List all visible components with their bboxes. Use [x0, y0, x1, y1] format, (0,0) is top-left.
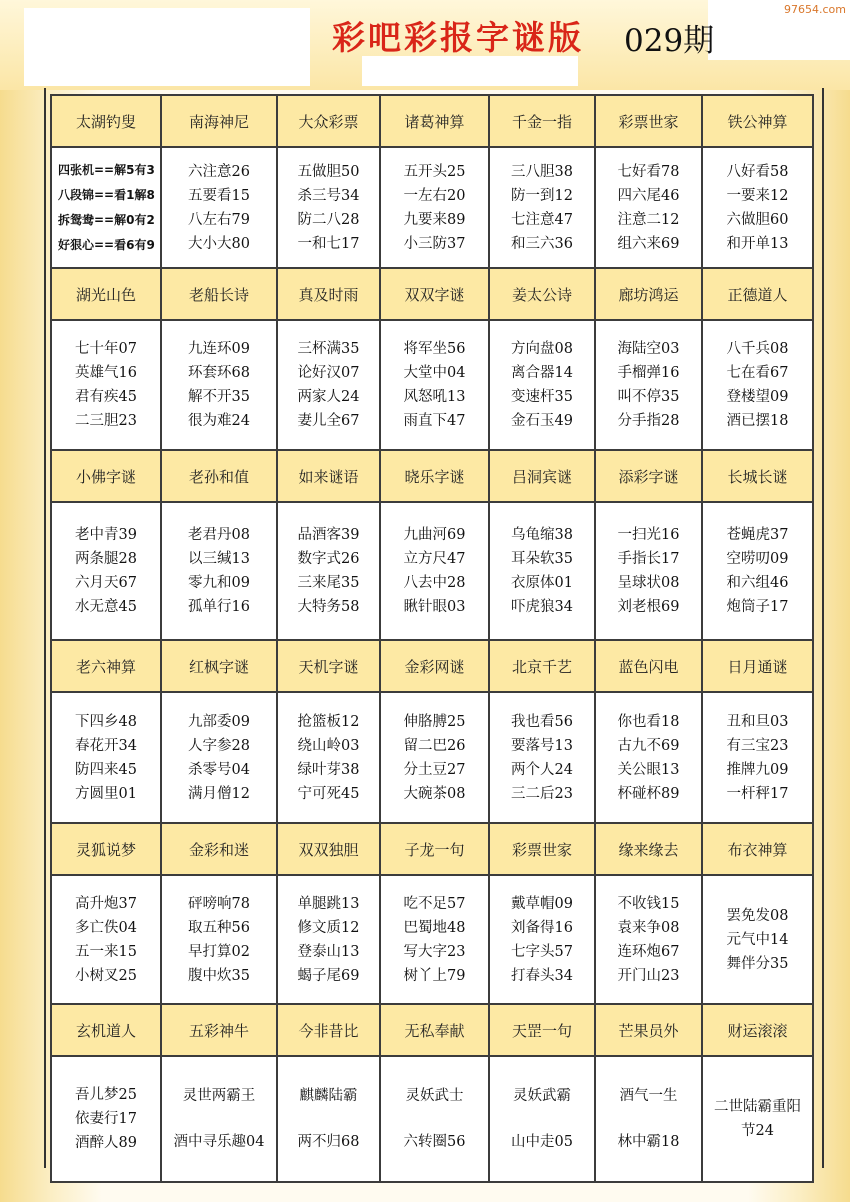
prediction-line: 大碗茶08 — [403, 785, 466, 802]
prediction-line: 孤单行16 — [188, 599, 250, 615]
prediction-cell — [277, 692, 380, 823]
prediction-line: 瞅针眼03 — [403, 599, 466, 615]
column-header: 太湖钓叟 — [51, 95, 161, 147]
prediction-line: 大堂中04 — [403, 365, 466, 381]
prediction-line: 炮筒子17 — [726, 599, 789, 615]
prediction-line: 一杆秤17 — [726, 785, 789, 802]
prediction-line: 下四乡48 — [75, 713, 137, 730]
prediction-line: 杀三号34 — [297, 187, 360, 204]
prediction-line: 耳朵软35 — [511, 551, 573, 567]
prediction-line: 刘老根69 — [617, 599, 680, 615]
prediction-line: 金石玉49 — [511, 413, 573, 429]
prediction-cell — [489, 320, 595, 450]
prediction-cell — [489, 692, 595, 823]
prediction-line: 三杯满35 — [297, 341, 360, 357]
prediction-line: 取五种56 — [188, 919, 250, 936]
prediction-line: 大特务58 — [297, 599, 360, 615]
column-header: 金彩网谜 — [380, 640, 489, 692]
header-row — [51, 268, 813, 320]
prediction-line: 方向盘08 — [511, 341, 573, 357]
prediction-line: 春花开34 — [75, 737, 137, 754]
prediction-cell — [380, 692, 489, 823]
prediction-row — [51, 502, 813, 640]
prediction-line: 古九不69 — [617, 737, 680, 754]
prediction-line: 防二八28 — [297, 211, 360, 228]
prediction-line: 老君丹08 — [188, 527, 250, 543]
prediction-line: 防一到12 — [511, 187, 573, 204]
prediction-line: 灵妖武士 — [405, 1088, 464, 1104]
prediction-cell — [161, 875, 277, 1004]
prediction-line: 手指长17 — [617, 551, 680, 567]
prediction-line: 立方尺47 — [403, 551, 466, 567]
prediction-cell — [702, 320, 813, 450]
prediction-line: 老中青39 — [75, 527, 137, 543]
prediction-line: 海陆空03 — [617, 341, 680, 357]
prediction-cell — [702, 502, 813, 640]
prediction-line: 人字参28 — [188, 737, 250, 754]
prediction-cell — [702, 1056, 813, 1182]
prediction-line: 小树叉25 — [75, 967, 137, 984]
column-header: 北京千艺 — [489, 640, 595, 692]
prediction-cell — [277, 147, 380, 268]
prediction-cell — [277, 502, 380, 640]
prediction-line: 一和七17 — [297, 235, 360, 252]
prediction-cell — [702, 147, 813, 268]
issue-number: 029期 — [624, 23, 715, 59]
column-header: 五彩神牛 — [161, 1004, 277, 1056]
prediction-line: 写大字23 — [403, 943, 466, 960]
prediction-line: 君有疾45 — [75, 389, 137, 405]
prediction-cell — [702, 875, 813, 1004]
prediction-cell — [161, 320, 277, 450]
prediction-cell — [51, 692, 161, 823]
prediction-line: 空唠叨09 — [726, 551, 789, 567]
prediction-line: 七字头57 — [511, 943, 573, 960]
prediction-line: 六注意26 — [188, 163, 250, 180]
prediction-line: 拆鸳鸯==解0有2 — [58, 212, 155, 227]
prediction-line: 你也看18 — [617, 713, 680, 730]
prediction-line: 变速杆35 — [511, 389, 573, 405]
prediction-line: 风怒吼13 — [403, 389, 466, 405]
prediction-line: 绿叶芽38 — [297, 761, 360, 778]
column-header: 日月通谜 — [702, 640, 813, 692]
prediction-cell — [595, 1056, 702, 1182]
prediction-line: 杯碰杯89 — [617, 785, 680, 802]
prediction-line: 六转圈56 — [403, 1134, 466, 1150]
header-row — [51, 823, 813, 875]
prediction-line: 要落号13 — [511, 737, 573, 754]
prediction-cell — [51, 320, 161, 450]
prediction-line: 很为难24 — [188, 413, 250, 429]
prediction-line: 论好汉07 — [297, 365, 360, 381]
prediction-line: 推牌九09 — [726, 761, 789, 778]
column-header: 红枫字谜 — [161, 640, 277, 692]
prediction-line: 丑和旦03 — [726, 713, 789, 730]
prediction-line: 伸胳膊25 — [403, 713, 466, 730]
prediction-cell — [161, 502, 277, 640]
prediction-line: 树丫上79 — [403, 967, 466, 984]
riddle-table — [50, 94, 814, 1183]
prediction-line: 好狠心==看6有9 — [58, 237, 155, 252]
column-header: 玄机道人 — [51, 1004, 161, 1056]
prediction-line: 数字式26 — [297, 551, 360, 567]
prediction-line: 防四来45 — [75, 761, 137, 778]
prediction-line: 五做胆50 — [297, 163, 360, 180]
prediction-line: 砰嗙响78 — [188, 895, 250, 912]
prediction-line: 和开单13 — [726, 235, 789, 252]
prediction-line: 两家人24 — [297, 389, 360, 405]
page-title: 彩吧彩报字谜版 — [332, 18, 584, 57]
prediction-cell — [595, 502, 702, 640]
prediction-line: 林中霸18 — [617, 1134, 680, 1150]
prediction-line: 六做胆60 — [726, 211, 789, 228]
column-header: 今非昔比 — [277, 1004, 380, 1056]
column-header: 双双字谜 — [380, 268, 489, 320]
prediction-cell — [161, 1056, 277, 1182]
prediction-line: 四六尾46 — [617, 187, 680, 204]
prediction-cell — [595, 875, 702, 1004]
prediction-line: 蝎子尾69 — [297, 967, 360, 984]
column-header: 小佛字谜 — [51, 450, 161, 502]
prediction-line: 山中走05 — [511, 1134, 573, 1150]
prediction-line: 连环炮67 — [617, 943, 680, 960]
column-header: 湖光山色 — [51, 268, 161, 320]
prediction-line: 三二后23 — [511, 785, 573, 802]
prediction-line: 注意二12 — [617, 211, 680, 228]
spacer — [490, 1108, 594, 1130]
prediction-cell — [380, 875, 489, 1004]
prediction-line: 刘备得16 — [511, 919, 573, 936]
prediction-line: 灵世两霸王 — [182, 1088, 256, 1104]
column-header: 老六神算 — [51, 640, 161, 692]
prediction-line: 方圆里01 — [75, 785, 137, 802]
prediction-cell — [595, 692, 702, 823]
column-header: 如来谜语 — [277, 450, 380, 502]
prediction-line: 早打算02 — [188, 943, 250, 960]
prediction-line: 一左右20 — [403, 187, 466, 204]
prediction-line: 七好看78 — [617, 163, 680, 180]
prediction-line: 酒已摆18 — [726, 413, 789, 429]
column-header: 吕洞宾谜 — [489, 450, 595, 502]
column-header: 诸葛神算 — [380, 95, 489, 147]
column-header: 子龙一句 — [380, 823, 489, 875]
prediction-line: 关公眼13 — [617, 761, 680, 778]
column-header: 真及时雨 — [277, 268, 380, 320]
prediction-row — [51, 320, 813, 450]
prediction-line: 乌龟缩38 — [511, 527, 573, 543]
column-header: 无私奉献 — [380, 1004, 489, 1056]
column-header: 蓝色闪电 — [595, 640, 702, 692]
prediction-line: 二三胆23 — [75, 413, 137, 429]
column-header: 廊坊鸿运 — [595, 268, 702, 320]
prediction-cell — [489, 502, 595, 640]
prediction-cell — [595, 147, 702, 268]
prediction-line: 八好看58 — [726, 163, 789, 180]
prediction-line: 八千兵08 — [726, 341, 789, 357]
prediction-line: 腹中炊35 — [188, 967, 250, 984]
prediction-line: 登泰山13 — [297, 943, 360, 960]
prediction-line: 将军坐56 — [403, 341, 466, 357]
prediction-line: 组六来69 — [617, 235, 680, 252]
column-header: 大众彩票 — [277, 95, 380, 147]
prediction-line: 手榴弹16 — [617, 365, 680, 381]
prediction-line: 元气中14 — [726, 931, 789, 948]
prediction-line: 多亡佚04 — [75, 919, 137, 936]
prediction-cell — [595, 320, 702, 450]
prediction-line: 酒气一生 — [619, 1088, 678, 1104]
prediction-line: 分土豆27 — [403, 761, 466, 778]
column-header: 南海神尼 — [161, 95, 277, 147]
prediction-line: 呈球状08 — [617, 575, 680, 591]
column-header: 天罡一句 — [489, 1004, 595, 1056]
prediction-line: 分手指28 — [617, 413, 680, 429]
column-header: 布衣神算 — [702, 823, 813, 875]
column-header: 金彩和迷 — [161, 823, 277, 875]
prediction-line: 我也看56 — [511, 713, 573, 730]
prediction-line: 单腿跳13 — [297, 895, 360, 912]
prediction-line: 八去中28 — [403, 575, 466, 591]
prediction-line: 叫不停35 — [617, 389, 680, 405]
column-header: 老船长诗 — [161, 268, 277, 320]
prediction-line: 一扫光16 — [617, 527, 680, 543]
spacer — [596, 1108, 701, 1130]
prediction-line: 修文质12 — [297, 919, 360, 936]
prediction-line: 大小大80 — [188, 235, 250, 252]
prediction-line: 留二巴26 — [403, 737, 466, 754]
prediction-line: 二世陆霸重阳节24 — [714, 1099, 801, 1139]
watermark: 97654.com — [784, 3, 846, 16]
prediction-cell — [51, 147, 161, 268]
prediction-cell — [277, 1056, 380, 1182]
prediction-line: 雨直下47 — [403, 413, 466, 429]
prediction-cell — [489, 875, 595, 1004]
prediction-line: 环套环68 — [188, 365, 250, 381]
prediction-line: 妻儿全67 — [297, 413, 360, 429]
prediction-line: 宁可死45 — [297, 785, 360, 802]
prediction-line: 两不归68 — [297, 1134, 360, 1150]
header-row — [51, 1004, 813, 1056]
prediction-line: 袁来争08 — [617, 919, 680, 936]
prediction-line: 品酒客39 — [297, 527, 360, 543]
prediction-line: 麒麟陆霸 — [299, 1088, 358, 1104]
prediction-line: 衣原体01 — [511, 575, 573, 591]
prediction-line: 三八胆38 — [511, 163, 573, 180]
prediction-line: 登楼望09 — [726, 389, 789, 405]
prediction-line: 英雄气16 — [75, 365, 137, 381]
column-header: 彩票世家 — [595, 95, 702, 147]
prediction-line: 苍蝇虎37 — [726, 527, 789, 543]
prediction-line: 罢免发08 — [726, 907, 789, 924]
prediction-cell — [51, 1056, 161, 1182]
prediction-line: 舞伴分35 — [726, 955, 789, 972]
prediction-line: 解不开35 — [188, 389, 250, 405]
prediction-line: 七注意47 — [511, 211, 573, 228]
prediction-cell — [161, 692, 277, 823]
prediction-cell — [380, 1056, 489, 1182]
column-header: 铁公神算 — [702, 95, 813, 147]
prediction-line: 依妻行17 — [75, 1111, 137, 1127]
prediction-cell — [489, 1056, 595, 1182]
prediction-line: 九部委09 — [188, 713, 250, 730]
column-header: 双双独胆 — [277, 823, 380, 875]
prediction-line: 六月天67 — [75, 575, 137, 591]
prediction-line: 离合器14 — [511, 365, 573, 381]
prediction-line: 八段锦==看1解8 — [58, 187, 155, 202]
prediction-line: 和三六36 — [511, 235, 573, 252]
column-header: 姜太公诗 — [489, 268, 595, 320]
prediction-line: 吓虎狼34 — [511, 599, 573, 615]
column-header: 彩票世家 — [489, 823, 595, 875]
prediction-line: 七十年07 — [75, 341, 137, 357]
prediction-row — [51, 875, 813, 1004]
column-header: 晓乐字谜 — [380, 450, 489, 502]
prediction-line: 酒醉人89 — [75, 1135, 137, 1151]
prediction-line: 九连环09 — [188, 341, 250, 357]
prediction-line: 抢篮板12 — [297, 713, 360, 730]
prediction-line: 两个人24 — [511, 761, 573, 778]
column-header: 灵狐说梦 — [51, 823, 161, 875]
prediction-line: 开门山23 — [617, 967, 680, 984]
prediction-line: 五一来15 — [75, 943, 137, 960]
column-header: 缘来缘去 — [595, 823, 702, 875]
prediction-cell — [161, 147, 277, 268]
prediction-line: 九曲河69 — [403, 527, 466, 543]
column-header: 财运滚滚 — [702, 1004, 813, 1056]
prediction-line: 戴草帽09 — [511, 895, 573, 912]
header-row — [51, 450, 813, 502]
blank-panel-center — [362, 56, 578, 86]
prediction-line: 和六组46 — [726, 575, 789, 591]
blank-panel-left — [24, 8, 310, 86]
spacer — [162, 1108, 276, 1130]
prediction-line: 有三宝23 — [726, 737, 789, 754]
prediction-line: 酒中寻乐趣04 — [173, 1134, 265, 1150]
prediction-line: 不收钱15 — [617, 895, 680, 912]
prediction-cell — [51, 502, 161, 640]
prediction-row — [51, 1056, 813, 1182]
prediction-line: 杀零号04 — [188, 761, 250, 778]
prediction-line: 满月僧12 — [188, 785, 250, 802]
prediction-cell — [380, 320, 489, 450]
spacer — [278, 1108, 379, 1130]
prediction-line: 高升炮37 — [75, 895, 137, 912]
column-header: 芒果员外 — [595, 1004, 702, 1056]
prediction-line: 灵妖武霸 — [513, 1088, 571, 1104]
prediction-cell — [51, 875, 161, 1004]
prediction-line: 巴蜀地48 — [403, 919, 466, 936]
column-header: 正德道人 — [702, 268, 813, 320]
prediction-line: 绕山岭03 — [297, 737, 360, 754]
prediction-line: 三来尾35 — [297, 575, 360, 591]
prediction-line: 两条腿28 — [75, 551, 137, 567]
prediction-line: 八左右79 — [188, 211, 250, 228]
prediction-row — [51, 692, 813, 823]
prediction-line: 一要来12 — [726, 187, 789, 204]
column-header: 天机字谜 — [277, 640, 380, 692]
prediction-line: 以三缄13 — [188, 551, 250, 567]
prediction-cell — [380, 502, 489, 640]
prediction-cell — [277, 875, 380, 1004]
header-row — [51, 95, 813, 147]
prediction-line: 小三防37 — [403, 235, 466, 252]
prediction-cell — [702, 692, 813, 823]
prediction-line: 五开头25 — [403, 163, 466, 180]
prediction-line: 打春头34 — [511, 967, 573, 984]
prediction-line: 九要来89 — [403, 211, 466, 228]
prediction-row — [51, 147, 813, 268]
column-header: 添彩字谜 — [595, 450, 702, 502]
spacer — [381, 1108, 488, 1130]
header-row — [51, 640, 813, 692]
column-header: 千金一指 — [489, 95, 595, 147]
prediction-line: 四张机==解5有3 — [58, 162, 155, 177]
column-header: 老孙和值 — [161, 450, 277, 502]
prediction-line: 零九和09 — [188, 575, 250, 591]
prediction-line: 水无意45 — [75, 599, 137, 615]
prediction-line: 吾儿梦25 — [75, 1087, 137, 1103]
prediction-cell — [380, 147, 489, 268]
prediction-line: 七在看67 — [726, 365, 789, 381]
prediction-line: 五要看15 — [188, 187, 250, 204]
prediction-cell — [277, 320, 380, 450]
prediction-line: 吃不足57 — [403, 895, 466, 912]
prediction-cell — [489, 147, 595, 268]
column-header: 长城长谜 — [702, 450, 813, 502]
